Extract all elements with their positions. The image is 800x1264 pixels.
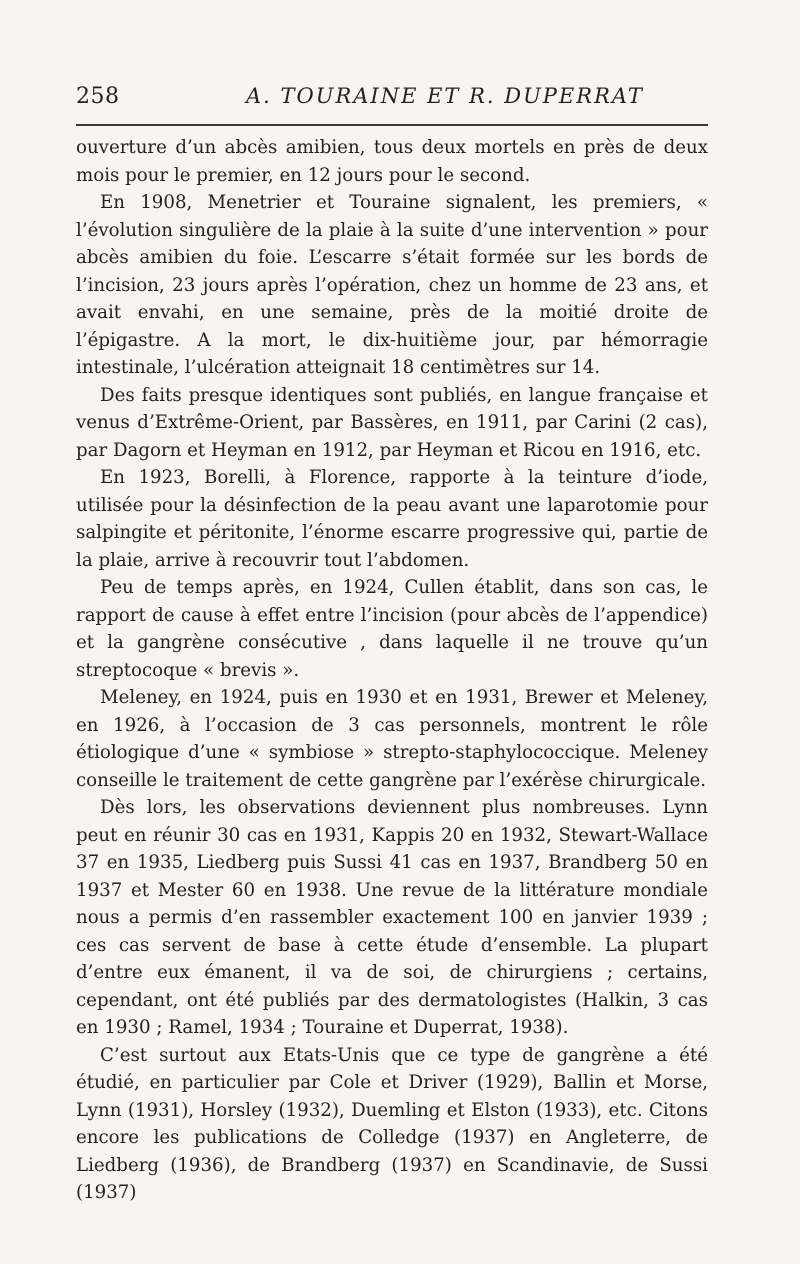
header-rule	[76, 124, 708, 126]
paragraph: C’est surtout aux Etats-Unis que ce type de gangrène a été étudié, en particulier par Cole et Driver (1929), Ballin et Morse, Lynn (1931), Horsley (1932), Duemling et Elston (1933), etc. Citons encore les publications de Colledge (1937) en Angleterre, de Liedberg (1936), de Brandberg (1937) en Scandinavie, de Sussi (1937)	[76, 1044, 708, 1203]
paragraph: Des faits presque identiques sont publiés, en langue française et venus d’Extrême-Orient, par Bassères, en 1911, par Carini (2 cas), par Dagorn et Heyman en 1912, par Heyman et Ricou en 1916, etc.	[76, 384, 708, 461]
paragraph: En 1908, Menetrier et Touraine signalent, les premiers, « l’évolution singulière de la plaie à la suite d’une intervention » pour abcès amibien du foie. L’escarre s’était formée sur les bords de l’incision, 23 jours après l’opération, chez un homme de 23 ans, et avait envahi, en une semaine, près de la moitié droite de l’épigastre. A la mort, le dix-huitième jour, par hémorragie intestinale, l’ulcération atteignait 18 centimètres sur 14.	[76, 192, 708, 378]
page-number: 258	[76, 84, 120, 109]
body-text	[76, 134, 708, 1207]
paragraph: Peu de temps après, en 1924, Cullen établit, dans son cas, le rapport de cause à effet entre l’incision (pour abcès de l’appendice) et la gangrène consécutive , dans laquelle il ne trouve qu’un streptocoque « brevis ».	[76, 577, 708, 681]
paragraph: En 1923, Borelli, à Florence, rapporte à la teinture d’iode, utilisée pour la désinfection de la peau avant une laparotomie pour salpingite et péritonite, l’énorme escarre progressive qui, partie de la plaie, arrive à recouvrir tout l’abdomen.	[76, 467, 708, 571]
running-head: A. TOURAINE ET R. DUPERRAT	[246, 84, 644, 108]
page-header	[76, 84, 708, 114]
paragraph: ouverture d’un abcès amibien, tous deux mortels en près de deux mois pour le premier, en 12 jours pour le second.	[76, 137, 708, 186]
paragraph: Meleney, en 1924, puis en 1930 et en 1931, Brewer et Meleney, en 1926, à l’occasion de 3 cas personnels, montrent le rôle étiologique d’une « symbiose » strepto-staphylococcique. Meleney conseille le traitement de cette gangrène par l’exérèse chirurgicale.	[76, 687, 708, 791]
paragraph: Dès lors, les observations deviennent plus nombreuses. Lynn peut en réunir 30 cas en 1931, Kappis 20 en 1932, Stewart-Wallace 37 en 1935, Liedberg puis Sussi 41 cas en 1937, Brandberg 50 en 1937 et Mester 60 en 1938. Une revue de la littérature mondiale nous a permis d’en rassembler exactement 100 en janvier 1939 ; ces cas servent de base à cette étude d’ensemble. La plupart d’entre eux émanent, il va de soi, de chirurgiens ; certains, cependant, ont été publiés par des dermatologistes (Halkin, 3 cas en 1930 ; Ramel, 1934 ; Touraine et Duperrat, 1938).	[76, 797, 708, 1038]
